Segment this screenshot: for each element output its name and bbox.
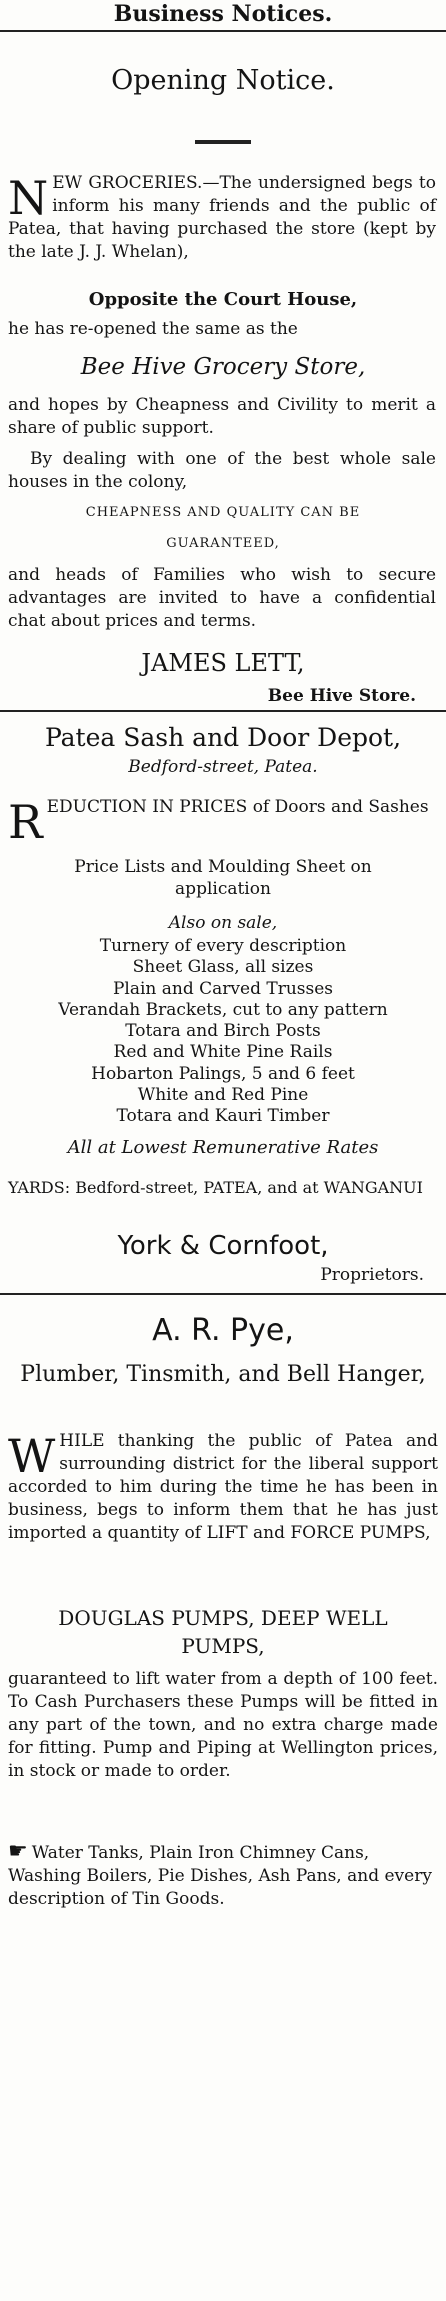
drop-cap: W xyxy=(8,1429,56,1483)
proprietors-line: Proprietors. xyxy=(320,1265,424,1285)
list-item: Totara and Birch Posts xyxy=(125,1021,321,1042)
rates-line: All at Lowest Remunerative Rates xyxy=(67,1137,379,1158)
paragraph-text: Water Tanks, Plain Iron Chimney Cans, Washing Boilers, Pie Dishes, Ash Pans, and every description of Tin Goods. xyxy=(8,1843,432,1909)
items-list xyxy=(0,936,446,1128)
ad-separator-rule xyxy=(0,1293,446,1295)
ad1-paragraph-3: By dealing with one of the best whole sale houses in the colony, xyxy=(8,449,436,492)
also-on-sale: Also on sale, xyxy=(168,913,278,933)
ad3-paragraph-1 xyxy=(0,1430,446,1545)
section-title: Business Notices. xyxy=(113,1,333,27)
list-item: Sheet Glass, all sizes xyxy=(132,957,314,978)
location-line: Opposite the Court House, xyxy=(88,289,358,310)
business-name: A. R. Pye, xyxy=(152,1313,294,1348)
depot-title: Patea Sash and Door Depot, xyxy=(44,723,402,752)
header-rule xyxy=(0,30,446,32)
price-lists-line: Price Lists and Moulding Sheet on application xyxy=(74,857,372,899)
depot-address: Bedford-street, Patea. xyxy=(128,757,318,777)
store-name: Bee Hive Grocery Store, xyxy=(80,354,366,380)
drop-cap: N xyxy=(8,171,49,225)
pumps-line: DOUGLAS PUMPS, DEEP WELL PUMPS, xyxy=(58,1606,388,1658)
ad-title: Opening Notice. xyxy=(111,65,335,96)
signature-subline: Bee Hive Store. xyxy=(267,686,416,706)
title-dash xyxy=(195,140,251,144)
paragraph-text: EW GROCERIES.—The undersigned begs to inform his many friends and the public of Patea, that having purchased the store (kept by the late J. J. Whelan), xyxy=(8,173,436,262)
firm-name: York & Cornfoot, xyxy=(117,1231,329,1261)
slogan-line-1: CHEAPNESS AND QUALITY CAN BE xyxy=(85,505,361,520)
ad1-paragraph-2: and hopes by Cheapness and Civility to merit a share of public support. xyxy=(8,395,436,438)
ad2-paragraph-1 xyxy=(0,795,446,849)
ad-separator-rule xyxy=(0,710,446,712)
slogan-line-2: GUARANTEED, xyxy=(166,536,280,551)
pointing-hand-icon: ☛ xyxy=(8,1839,28,1864)
signature: JAMES LETT, xyxy=(141,649,305,677)
list-item: Red and White Pine Rails xyxy=(113,1042,333,1063)
drop-cap: R xyxy=(8,795,43,849)
section-header xyxy=(0,0,446,28)
ad1-paragraph-1 xyxy=(0,172,446,264)
ad3-paragraph-2: guaranteed to lift water from a depth of 100 feet. To Cash Purchasers these Pumps will be fitted in any part of the town, and no extra charge made for fitting. Pump and Piping at Wellington prices, in stock or made to order. xyxy=(8,1669,438,1781)
reopened-line: he has re-opened the same as the xyxy=(8,319,298,339)
list-item: White and Red Pine xyxy=(137,1085,309,1106)
opening-notice-ad xyxy=(0,64,446,98)
paragraph-text: EDUCTION IN PRICES of Doors and Sashes xyxy=(46,797,429,817)
ad1-paragraph-4: and heads of Families who wish to secure advantages are invited to have a confidential chat about prices and terms. xyxy=(8,565,436,631)
list-item: Plain and Carved Trusses xyxy=(112,978,334,999)
list-item: Totara and Kauri Timber xyxy=(116,1106,330,1127)
list-item: Hobarton Palings, 5 and 6 feet xyxy=(91,1063,355,1084)
ad3-paragraph-3 xyxy=(0,1840,446,1911)
trade-line: Plumber, Tinsmith, and Bell Hanger, xyxy=(20,1362,426,1387)
list-item: Verandah Brackets, cut to any pattern xyxy=(58,999,388,1020)
yards-line: YARDS: Bedford-street, PATEA, and at WANGANUI xyxy=(8,1178,423,1197)
paragraph-text: HILE thanking the public of Patea and surrounding district for the liberal support accorded to him during the time he has been in business, begs to inform them that he has just imported a quantity of LIFT and FORCE PUMPS, xyxy=(8,1431,438,1544)
list-item: Turnery of every description xyxy=(99,936,347,956)
